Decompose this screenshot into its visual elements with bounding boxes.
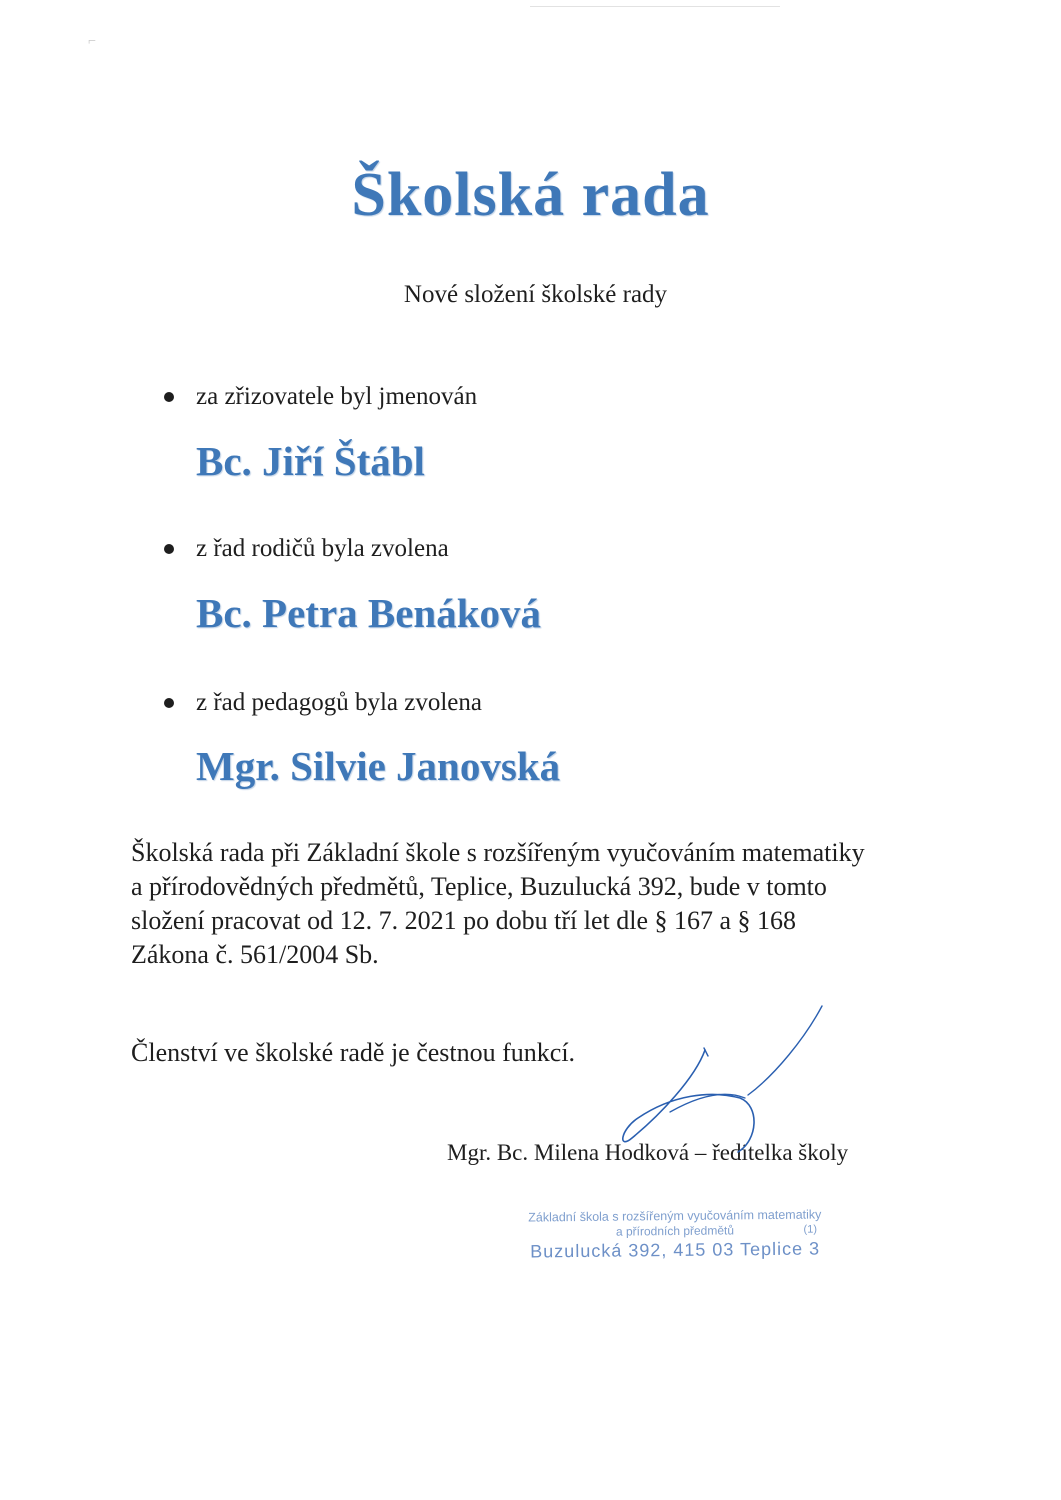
scan-artifact-line: [530, 6, 780, 7]
bullet-icon: [164, 544, 174, 554]
scan-artifact-mark: ⌐: [88, 34, 96, 49]
bullet-icon: [164, 698, 174, 708]
signer-name: Mgr. Bc. Milena Hodková – ředitelka školy: [447, 1140, 849, 1165]
school-stamp: [515, 1206, 836, 1262]
document-subtitle: Nové složení školské rady: [403, 281, 668, 308]
member-role-text: za zřizovatele byl jmenován: [196, 383, 478, 410]
member-name-3: Mgr. Silvie Janovská: [196, 743, 561, 789]
member-role-text: z řad pedagogů byla zvolena: [196, 689, 482, 716]
body-paragraph: [131, 836, 971, 972]
member-name-1: Bc. Jiří Štábl: [196, 438, 425, 484]
stamp-school-name: Základní škola s rozšířeným vyučováním matematiky: [528, 1207, 822, 1225]
member-name-2: Bc. Petra Benáková: [196, 590, 542, 636]
paragraph-line: Školská rada při Základní škole s rozšířeným vyučováním matematiky: [131, 838, 865, 867]
stamp-address: Buzulucká 392, 415 03 Teplice 3: [530, 1238, 821, 1262]
handwritten-signature: [600, 1000, 840, 1160]
stamp-code: (1): [803, 1223, 818, 1236]
paragraph-line: složení pracovat od 12. 7. 2021 po dobu tří let dle § 167 a § 168: [131, 906, 797, 935]
member-role-1: [164, 383, 477, 411]
member-role-text: z řad rodičů byla zvolena: [196, 535, 449, 562]
document-title: Školská rada: [351, 161, 710, 229]
bullet-icon: [164, 392, 174, 402]
paragraph-line: a přírodovědných předmětů, Teplice, Buzulucká 392, bude v tomto: [131, 872, 827, 901]
member-role-2: [164, 535, 449, 563]
member-role-3: [164, 689, 482, 717]
paragraph-line: Zákona č. 561/2004 Sb.: [131, 940, 379, 969]
stamp-subjects-text: a přírodních předmětů: [615, 1223, 735, 1239]
membership-note: Členství ve školské radě je čestnou funkcí.: [131, 1038, 576, 1067]
